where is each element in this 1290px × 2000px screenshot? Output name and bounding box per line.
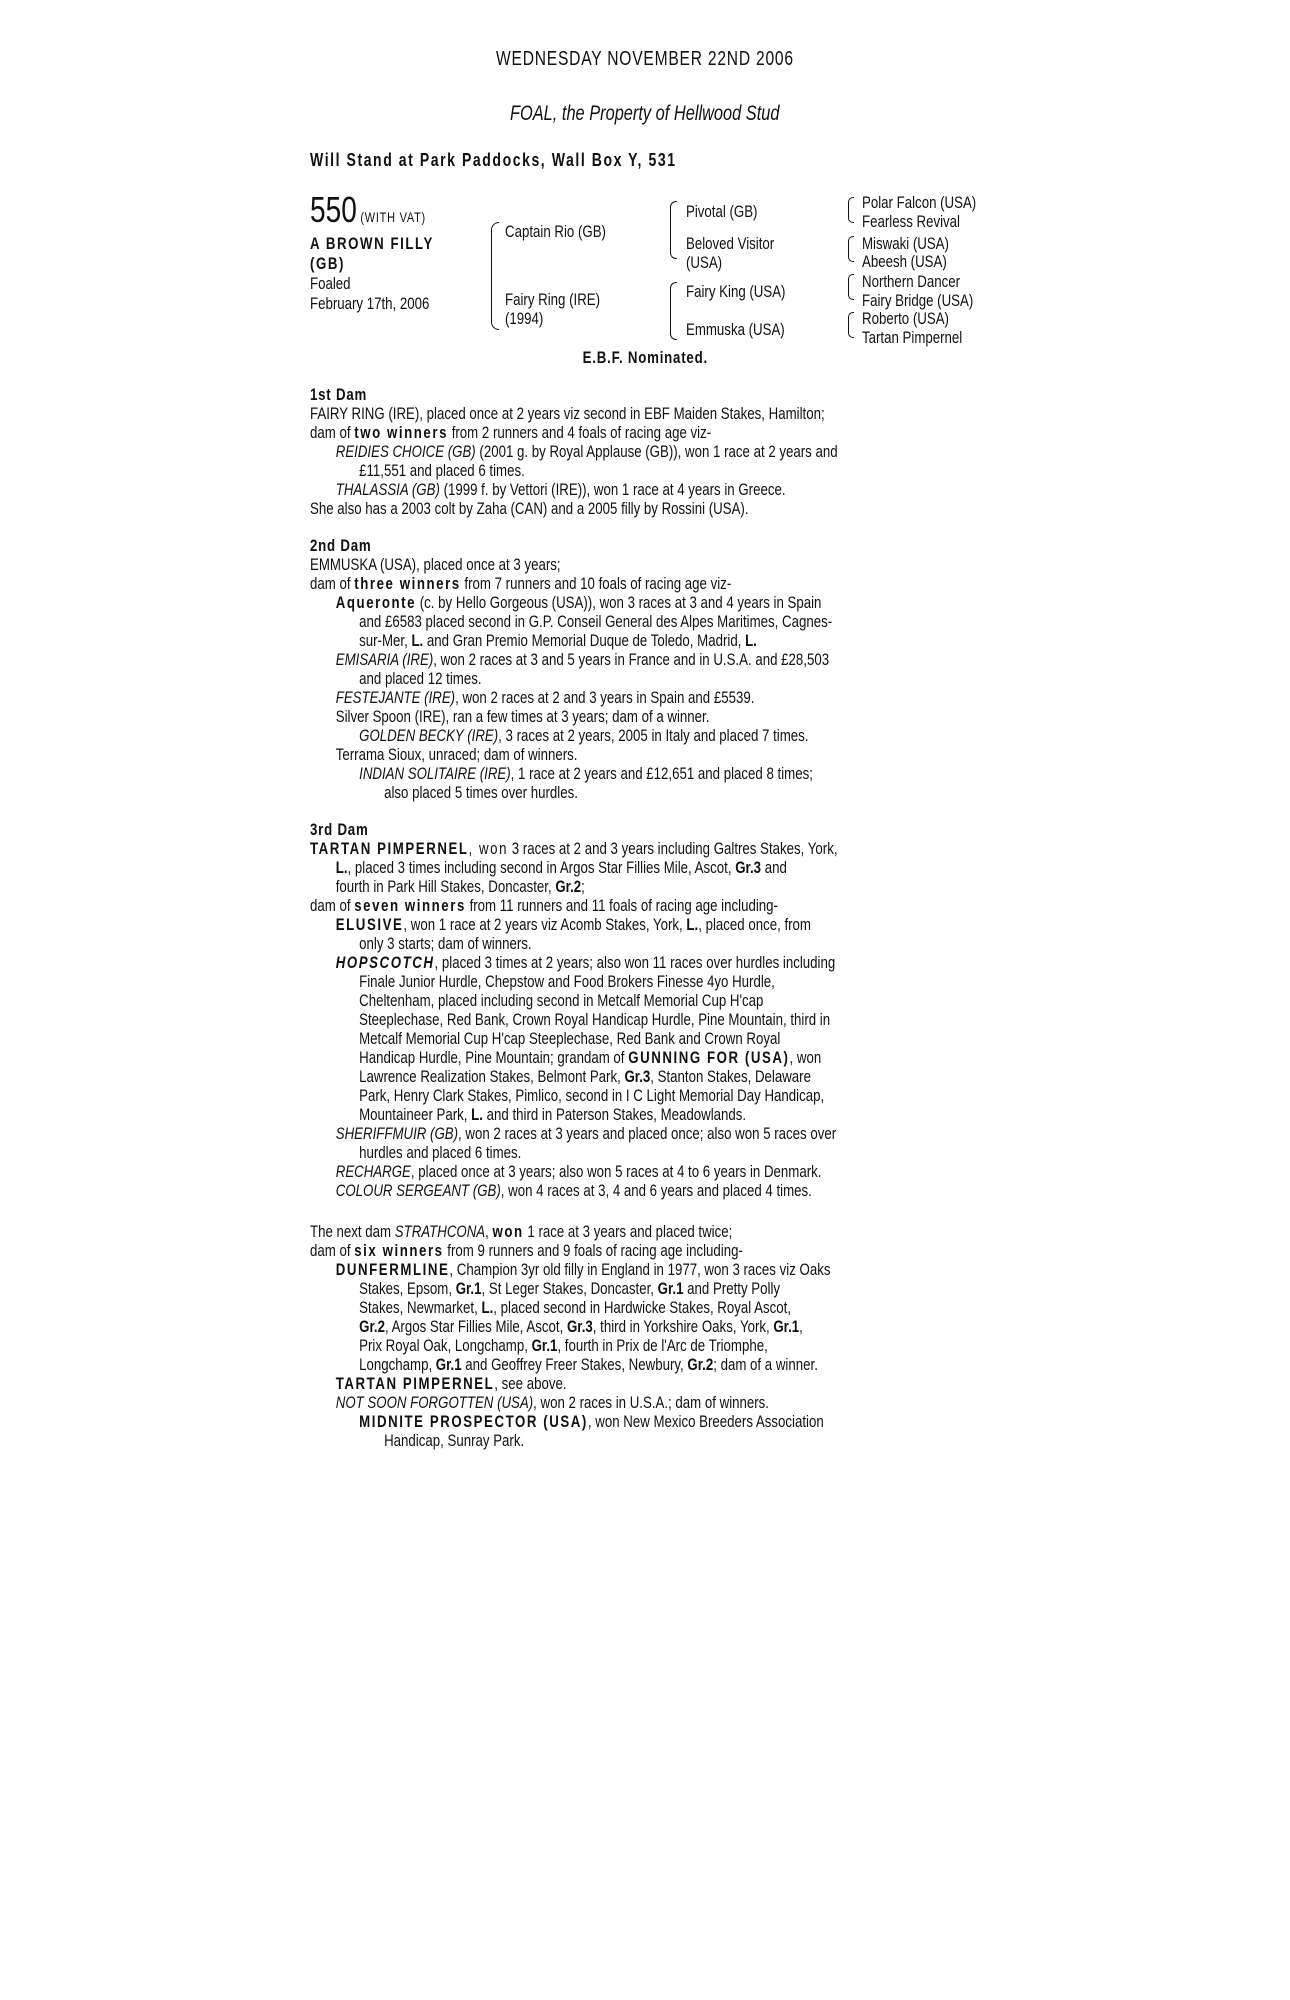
dam-line-cont: fourth in Park Hill Stakes, Doncaster, Gr.2; xyxy=(335,877,585,896)
produce-entry-cont: £11,551 and placed 6 times. xyxy=(359,461,525,480)
lot-block xyxy=(310,190,459,238)
dam: Fairy Ring (IRE) (1994) xyxy=(505,290,601,328)
brace-ss xyxy=(848,197,854,223)
produce-entry-cont: hurdles and placed 6 times. xyxy=(359,1143,522,1162)
next-dam-section xyxy=(310,1222,1110,1450)
produce-entry-cont: Stakes, Newmarket, L., placed second in Hardwicke Stakes, Royal Ascot, xyxy=(359,1298,792,1317)
vat-note: (WITH VAT) xyxy=(360,209,426,225)
produce-entry: HOPSCOTCH, placed 3 times at 2 years; also won 11 races over hurdles including xyxy=(335,953,836,972)
produce-entry-cont: Finale Junior Hurdle, Chepstow and Food Brokers Finesse 4yo Hurdle, xyxy=(359,972,775,991)
grand-produce-entry: MIDNITE PROSPECTOR (USA), won New Mexico Breeders Association xyxy=(359,1412,824,1431)
dam-produce-line: dam of three winners from 7 runners and 10 foals of racing age viz- xyxy=(310,574,732,593)
lot-description xyxy=(310,234,469,314)
produce-entry-cont: Gr.2, Argos Star Fillies Mile, Ascot, Gr.3, third in Yorkshire Oaks, York, Gr.1, xyxy=(359,1317,803,1336)
produce-entry: COLOUR SERGEANT (GB), won 4 races at 3, 4 and 6 years and placed 4 times. xyxy=(335,1181,812,1200)
ped-dds: Roberto (USA) xyxy=(862,309,949,328)
produce-entry-cont: Longchamp, Gr.1 and Geoffrey Freer Stakes, Newbury, Gr.2; dam of a winner. xyxy=(359,1355,818,1374)
foaled-date: February 17th, 2006 xyxy=(310,294,430,313)
section-heading: 2nd Dam xyxy=(310,536,372,555)
produce-entry: Silver Spoon (IRE), ran a few times at 3 years; dam of a winner. xyxy=(335,707,710,726)
dam-sire: Fairy King (USA) xyxy=(686,282,786,301)
produce-entry-cont: Stakes, Epsom, Gr.1, St Leger Stakes, Doncaster, Gr.1 and Pretty Polly xyxy=(359,1279,781,1298)
produce-entry-cont: Handicap Hurdle, Pine Mountain; grandam of GUNNING FOR (USA), won xyxy=(359,1048,822,1067)
property-line: FOAL, the Property of Hellwood Stud xyxy=(510,102,780,125)
also-has-line: She also has a 2003 colt by Zaha (CAN) and a 2005 filly by Rossini (USA). xyxy=(310,499,749,518)
produce-entry: Terrama Sioux, unraced; dam of winners. xyxy=(335,745,578,764)
sire-sire: Pivotal (GB) xyxy=(686,202,758,221)
produce-entry-cont: and placed 12 times. xyxy=(359,669,482,688)
produce-entry-cont: only 3 starts; dam of winners. xyxy=(359,934,532,953)
sale-date: WEDNESDAY NOVEMBER 22ND 2006 xyxy=(496,48,794,70)
produce-entry-cont: Metcalf Memorial Cup H'cap Steeplechase, Red Bank and Crown Royal xyxy=(359,1029,781,1048)
lot-desc-line1: A BROWN FILLY xyxy=(310,234,434,253)
produce-entry: REIDIES CHOICE (GB) (2001 g. by Royal Applause (GB)), won 1 race at 2 years and xyxy=(335,442,838,461)
dam-line: EMMUSKA (USA), placed once at 3 years; xyxy=(310,555,561,574)
brace-sire-parents xyxy=(670,201,677,259)
dam-produce-line: dam of six winners from 9 runners and 9 foals of racing age including- xyxy=(310,1241,743,1260)
dam-line: TARTAN PIMPERNEL, won 3 races at 2 and 3 years including Galtres Stakes, York, xyxy=(310,839,838,858)
dam-produce-line: dam of seven winners from 11 runners and 11 foals of racing age including- xyxy=(310,896,778,915)
dam-line-cont: L., placed 3 times including second in Argos Star Fillies Mile, Ascot, Gr.3 and xyxy=(335,858,787,877)
produce-entry: TARTAN PIMPERNEL, see above. xyxy=(335,1374,567,1393)
grand-produce-entry-cont: also placed 5 times over hurdles. xyxy=(384,783,578,802)
ped-sss: Polar Falcon (USA) xyxy=(862,193,977,212)
produce-entry-cont: Cheltenham, placed including second in Metcalf Memorial Cup H'cap xyxy=(359,991,764,1010)
ebf-nominated: E.B.F. Nominated. xyxy=(582,348,708,367)
dam-produce-line: dam of two winners from 2 runners and 4 foals of racing age viz- xyxy=(310,423,712,442)
produce-entry-cont: sur-Mer, L. and Gran Premio Memorial Duque de Toledo, Madrid, L. xyxy=(359,631,757,650)
third-dam-section xyxy=(310,820,1110,1200)
brace-ds xyxy=(848,274,854,300)
produce-entry-cont: Lawrence Realization Stakes, Belmont Park, Gr.3, Stanton Stakes, Delaware xyxy=(359,1067,811,1086)
ped-sds: Miswaki (USA) xyxy=(862,234,949,253)
produce-entry-cont: Steeplechase, Red Bank, Crown Royal Handicap Hurdle, Pine Mountain, third in xyxy=(359,1010,831,1029)
ped-ssd: Fearless Revival xyxy=(862,212,961,231)
lot-desc-line2: (GB) xyxy=(310,254,345,273)
produce-entry: RECHARGE, placed once at 3 years; also won 5 races at 4 to 6 years in Denmark. xyxy=(335,1162,822,1181)
first-dam-section xyxy=(310,385,1110,518)
produce-entry: NOT SOON FORGOTTEN (USA), won 2 races in U.S.A.; dam of winners. xyxy=(335,1393,770,1412)
sire: Captain Rio (GB) xyxy=(505,222,606,241)
grand-produce-entry: GOLDEN BECKY (IRE), 3 races at 2 years, 2005 in Italy and placed 7 times. xyxy=(359,726,809,745)
brace-dam-parents xyxy=(670,282,677,340)
dam-line: The next dam STRATHCONA, won 1 race at 3 years and placed twice; xyxy=(310,1222,733,1241)
produce-entry: THALASSIA (GB) (1999 f. by Vettori (IRE)), won 1 race at 4 years in Greece. xyxy=(335,480,786,499)
ped-ddd: Tartan Pimpernel xyxy=(862,328,963,347)
grand-produce-entry-cont: Handicap, Sunray Park. xyxy=(384,1431,525,1450)
sire-dam: Beloved Visitor (USA) xyxy=(686,234,775,272)
brace-sd xyxy=(848,236,854,262)
section-heading: 1st Dam xyxy=(310,385,368,404)
produce-entry: DUNFERMLINE, Champion 3yr old filly in England in 1977, won 3 races viz Oaks xyxy=(335,1260,831,1279)
brace-sire-dam xyxy=(491,222,499,330)
lot-number: 550 xyxy=(310,189,357,230)
grand-produce-entry: INDIAN SOLITAIRE (IRE), 1 race at 2 years and £12,651 and placed 8 times; xyxy=(359,764,813,783)
produce-entry-cont: Prix Royal Oak, Longchamp, Gr.1, fourth in Prix de l'Arc de Triomphe, xyxy=(359,1336,768,1355)
produce-entry: EMISARIA (IRE), won 2 races at 3 and 5 years in France and in U.S.A. and £28,503 xyxy=(335,650,830,669)
ped-dss: Northern Dancer xyxy=(862,272,961,291)
stand-location: Will Stand at Park Paddocks, Wall Box Y, 531 xyxy=(310,150,677,170)
foaled-label: Foaled xyxy=(310,274,351,293)
produce-entry: SHERIFFMUIR (GB), won 2 races at 3 years and placed once; also won 5 races over xyxy=(335,1124,837,1143)
ped-sdd: Abeesh (USA) xyxy=(862,252,947,271)
dam-dam: Emmuska (USA) xyxy=(686,320,785,339)
produce-entry: Aqueronte (c. by Hello Gorgeous (USA)), won 3 races at 3 and 4 years in Spain xyxy=(335,593,822,612)
section-heading: 3rd Dam xyxy=(310,820,369,839)
produce-entry-cont: Park, Henry Clark Stakes, Pimlico, second in I C Light Memorial Day Handicap, xyxy=(359,1086,825,1105)
dam-line: FAIRY RING (IRE), placed once at 2 years viz second in EBF Maiden Stakes, Hamilton; xyxy=(310,404,825,423)
produce-entry-cont: Mountaineer Park, L. and third in Paterson Stakes, Meadowlands. xyxy=(359,1105,747,1124)
produce-entry-cont: and £6583 placed second in G.P. Conseil General des Alpes Maritimes, Cagnes- xyxy=(359,612,833,631)
second-dam-section xyxy=(310,536,1110,802)
produce-entry: ELUSIVE, won 1 race at 2 years viz Acomb Stakes, York, L., placed once, from xyxy=(335,915,811,934)
ped-dsd: Fairy Bridge (USA) xyxy=(862,291,974,310)
produce-entry: FESTEJANTE (IRE), won 2 races at 2 and 3 years in Spain and £5539. xyxy=(335,688,755,707)
brace-dd xyxy=(848,312,854,338)
